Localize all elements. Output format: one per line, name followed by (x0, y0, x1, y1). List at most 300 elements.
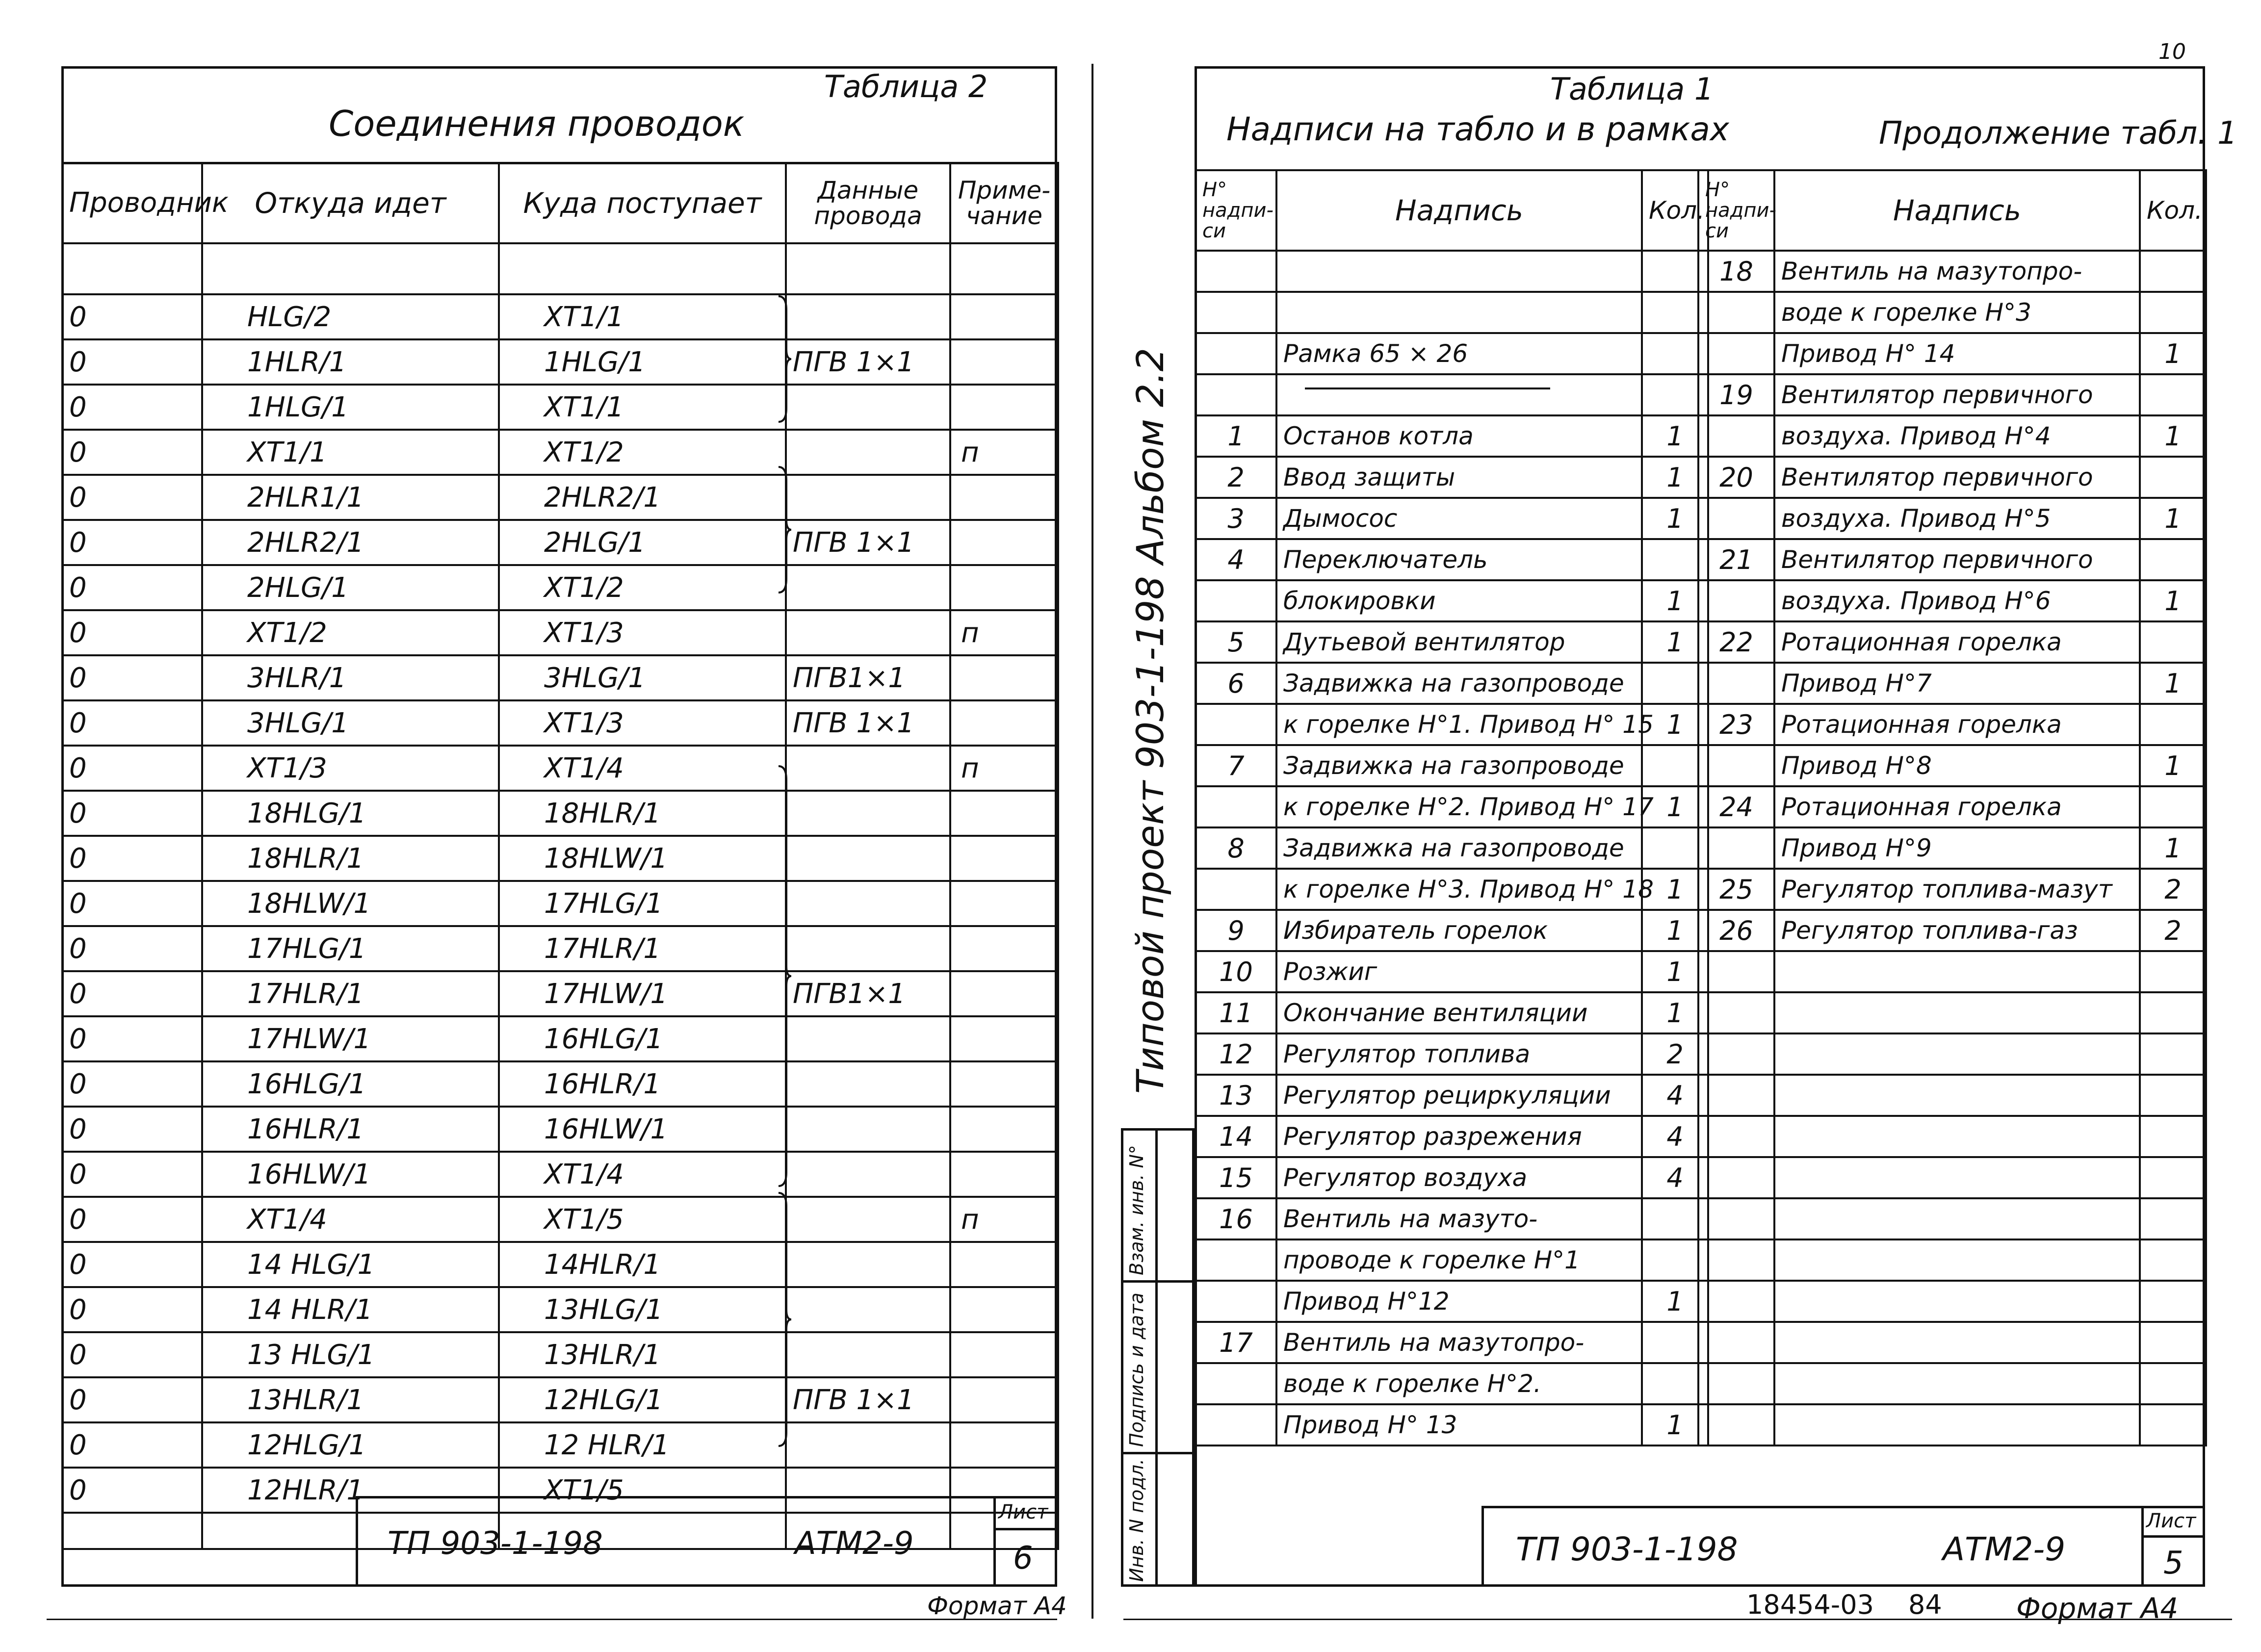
right-format: Формат А4 (2016, 1592, 2179, 1625)
cell-to: XT1/1 (499, 294, 786, 339)
side-field-line-2 (1121, 1452, 1195, 1454)
list-item (1698, 1116, 2206, 1157)
brace-1 (778, 295, 792, 423)
table-row (62, 1152, 1058, 1197)
cell-label-qty (2140, 1239, 2206, 1281)
cell-label-qty (2140, 457, 2206, 498)
cell-wire-data (786, 1152, 950, 1197)
table-row (62, 1107, 1058, 1152)
cell-note (950, 565, 1058, 610)
right-sheet-number: 5 (2163, 1545, 2183, 1581)
list-item (1698, 1404, 2206, 1446)
cell-note (950, 1016, 1058, 1061)
cell-label-no (1195, 251, 1276, 292)
cell-conductor: 0 (62, 520, 202, 565)
right-page-number: 84 (1908, 1589, 1942, 1620)
cell-label-text: Вентиль на мазутопро- (1276, 1322, 1642, 1363)
cell-wire-data (786, 385, 950, 430)
cell-label-no (1195, 869, 1276, 910)
cell-label-qty (2140, 1198, 2206, 1239)
cell-label-qty (2140, 951, 2206, 992)
cell-label-no: 12 (1195, 1033, 1276, 1075)
side-field-signature: Подпись и дата (1126, 1292, 1147, 1447)
cell-label-qty: 1 (1642, 498, 1708, 539)
list-item (1195, 374, 1708, 415)
cell-label-text: к горелке Н°2. Привод Н° 17 (1276, 786, 1642, 827)
cell-label-no (1698, 580, 1774, 621)
list-item (1698, 1033, 2206, 1075)
cell-wire-data: ПГВ 1×1 (786, 1377, 950, 1422)
cell-label-text: Вентилятор первичного (1774, 374, 2140, 415)
cell-label-no (1698, 1239, 1774, 1281)
cell-label-no: 13 (1195, 1075, 1276, 1116)
cell-label-qty: 4 (1642, 1157, 1708, 1198)
left-sheet-divider (993, 1496, 996, 1587)
cell-label-text: Задвижка на газопроводе (1276, 745, 1642, 786)
cell-wire-data (786, 881, 950, 926)
right-table-label: Таблица 1 (1550, 71, 1714, 107)
cell-wire-data (786, 746, 950, 791)
list-item (1195, 621, 1708, 663)
list-item (1698, 704, 2206, 745)
cell-note: п (950, 746, 1058, 791)
cell-conductor: 0 (62, 1468, 202, 1513)
side-fields-split (1155, 1128, 1158, 1587)
cell-label-no: 9 (1195, 910, 1276, 951)
cell-label-text: Регулятор топлива-мазут (1774, 869, 2140, 910)
cell-conductor (62, 1513, 202, 1549)
cell-note (950, 791, 1058, 836)
cell-wire-data: ПГВ 1×1 (786, 520, 950, 565)
cell-to: 12 HLR/1 (499, 1422, 786, 1468)
cell-note (950, 926, 1058, 971)
cell-label-text: воздуха. Привод Н°6 (1774, 580, 2140, 621)
cell-conductor: 0 (62, 746, 202, 791)
cell-label-no (1195, 1281, 1276, 1322)
cell-wire-data (786, 926, 950, 971)
list-item (1195, 1033, 1708, 1075)
table-row (62, 294, 1058, 339)
cell-to: XT1/3 (499, 610, 786, 655)
cell-from: 14 HLR/1 (202, 1287, 499, 1332)
cell-label-text: к горелке Н°3. Привод Н° 18 (1276, 869, 1642, 910)
cell-label-no (1698, 1033, 1774, 1075)
list-item (1698, 1322, 2206, 1363)
cell-label-qty: 1 (2140, 498, 2206, 539)
list-item (1698, 1198, 2206, 1239)
table-row (62, 1377, 1058, 1422)
cell-label-text: Регулятор топлива (1276, 1033, 1642, 1075)
table-row (62, 881, 1058, 926)
cell-label-text (1774, 1322, 2140, 1363)
cell-to: XT1/5 (499, 1468, 786, 1513)
cell-label-no (1698, 1322, 1774, 1363)
cell-label-no (1698, 415, 1774, 457)
table-row (62, 1016, 1058, 1061)
cell-label-qty (2140, 704, 2206, 745)
list-item (1195, 415, 1708, 457)
list-item (1698, 663, 2206, 704)
cell-from: XT1/3 (202, 746, 499, 791)
table-row (62, 520, 1058, 565)
cell-to: 18HLR/1 (499, 791, 786, 836)
cell-to: XT1/5 (499, 1197, 786, 1242)
right-continuation: Продолжение табл. 1 (1879, 115, 2237, 152)
list-item (1698, 1281, 2206, 1322)
cell-from: 1HLG/1 (202, 385, 499, 430)
cell-label-qty (2140, 539, 2206, 580)
cell-label-no: 7 (1195, 745, 1276, 786)
cell-wire-data (786, 836, 950, 881)
cell-conductor: 0 (62, 1377, 202, 1422)
cell-wire-data (786, 1016, 950, 1061)
cell-from: 16HLR/1 (202, 1107, 499, 1152)
list-item (1195, 1363, 1708, 1404)
right-stamp-doc: АТМ2-9 (1943, 1530, 2066, 1568)
cell-label-qty: 1 (1642, 786, 1708, 827)
cell-note: п (950, 610, 1058, 655)
list-item (1195, 1075, 1708, 1116)
cell-label-no: 15 (1195, 1157, 1276, 1198)
cell-wire-data (786, 1422, 950, 1468)
labels-table-part-2 (1697, 169, 2207, 1446)
left-format: Формат А4 (927, 1592, 1067, 1620)
cell-from: XT1/1 (202, 430, 499, 475)
right-sheet-label: Лист (2146, 1510, 2196, 1532)
list-item (1698, 415, 2206, 457)
cell-label-qty (2140, 621, 2206, 663)
cell-from: 1HLR/1 (202, 339, 499, 385)
cell-conductor: 0 (62, 700, 202, 746)
album-label: Типовой проект 903-1-198 Альбом 2.2 (1128, 348, 1172, 1094)
left-stamp-code: ТП 903-1-198 (388, 1525, 603, 1562)
cell-to: XT1/2 (499, 565, 786, 610)
cell-wire-data (786, 294, 950, 339)
cell-label-qty: 1 (2140, 663, 2206, 704)
brace-4 (778, 1192, 792, 1447)
cell-label-text: Переключатель (1276, 539, 1642, 580)
cell-to: XT1/2 (499, 430, 786, 475)
cell-label-no: 16 (1195, 1198, 1276, 1239)
cell-label-text: Вентиль на мазуто- (1276, 1198, 1642, 1239)
cell-label-text: Привод Н°12 (1276, 1281, 1642, 1322)
cell-to: XT1/1 (499, 385, 786, 430)
cell-to: 16HLR/1 (499, 1061, 786, 1107)
cell-label-text (1774, 1363, 2140, 1404)
cell-label-text: Регулятор воздуха (1276, 1157, 1642, 1198)
cell-conductor: 0 (62, 430, 202, 475)
cell-conductor: 0 (62, 1152, 202, 1197)
cell-label-text (1774, 1075, 2140, 1116)
cell-label-no (1698, 498, 1774, 539)
cell-label-text: Регулятор рециркуляции (1276, 1075, 1642, 1116)
cell-label-no: 2 (1195, 457, 1276, 498)
cell-label-text: Регулятор разрежения (1276, 1116, 1642, 1157)
cell-from: 18HLG/1 (202, 791, 499, 836)
cell-conductor: 0 (62, 836, 202, 881)
cell-from (202, 243, 499, 294)
cell-label-no (1698, 663, 1774, 704)
cell-label-qty (2140, 1116, 2206, 1157)
cell-label-no: 18 (1698, 251, 1774, 292)
list-item (1698, 498, 2206, 539)
cell-label-no: 1 (1195, 415, 1276, 457)
cell-label-text: Ротационная горелка (1774, 621, 2140, 663)
list-item (1698, 951, 2206, 992)
cell-label-text: Розжиг (1276, 951, 1642, 992)
cell-label-qty (2140, 374, 2206, 415)
cell-label-no: 17 (1195, 1322, 1276, 1363)
cell-wire-data (786, 1197, 950, 1242)
cell-to: XT1/4 (499, 1152, 786, 1197)
col-note: Приме-чание (950, 163, 1058, 243)
cell-label-text: Рамка 65 × 26 (1276, 333, 1642, 374)
cell-note (950, 1332, 1058, 1377)
list-item (1195, 333, 1708, 374)
cell-note (950, 655, 1058, 700)
list-item (1698, 292, 2206, 333)
col-label-qty: Кол. (1642, 170, 1708, 251)
cell-label-no: 6 (1195, 663, 1276, 704)
cell-to: 13HLR/1 (499, 1332, 786, 1377)
cell-label-text: Привод Н°8 (1774, 745, 2140, 786)
cell-label-no (1195, 1404, 1276, 1446)
col-to: Куда поступает (499, 163, 786, 243)
cell-label-no (1195, 1239, 1276, 1281)
cell-label-qty (2140, 1363, 2206, 1404)
left-bottom-rule (47, 1619, 1057, 1620)
list-item (1195, 1239, 1708, 1281)
cell-label-text (1774, 1116, 2140, 1157)
cell-conductor: 0 (62, 1016, 202, 1061)
cell-conductor (62, 243, 202, 294)
cell-conductor: 0 (62, 971, 202, 1016)
cell-label-text: воздуха. Привод Н°4 (1774, 415, 2140, 457)
cell-note (950, 385, 1058, 430)
list-item (1195, 292, 1708, 333)
cell-label-qty (2140, 1281, 2206, 1322)
cell-wire-data (786, 1242, 950, 1287)
cell-note: п (950, 1197, 1058, 1242)
cell-to: 2HLG/1 (499, 520, 786, 565)
cell-wire-data: ПГВ 1×1 (786, 339, 950, 385)
cell-note (950, 1242, 1058, 1287)
brace-2 (778, 466, 792, 594)
list-item (1195, 704, 1708, 745)
cell-label-qty: 1 (1642, 415, 1708, 457)
cell-label-no (1698, 1075, 1774, 1116)
right-stamp-code: ТП 903-1-198 (1516, 1530, 1738, 1568)
cell-note (950, 700, 1058, 746)
table-row (62, 971, 1058, 1016)
cell-conductor: 0 (62, 1287, 202, 1332)
table-row (62, 565, 1058, 610)
table-row (62, 475, 1058, 520)
list-item (1698, 539, 2206, 580)
cell-wire-data (786, 791, 950, 836)
left-title: Соединения проводок (329, 103, 745, 144)
cell-note (950, 1061, 1058, 1107)
cell-label-text: воде к горелке Н°2. (1276, 1363, 1642, 1404)
cell-label-qty: 1 (1642, 1281, 1708, 1322)
cell-label-text: Вентилятор первичного (1774, 457, 2140, 498)
cell-label-qty: 4 (1642, 1075, 1708, 1116)
table-row (62, 339, 1058, 385)
cell-label-no (1698, 292, 1774, 333)
cell-to: 17HLW/1 (499, 971, 786, 1016)
cell-note (950, 1287, 1058, 1332)
cell-from: 12HLR/1 (202, 1468, 499, 1513)
cell-label-no: 10 (1195, 951, 1276, 992)
left-sheet-label: Лист (998, 1501, 1048, 1523)
table-row (62, 243, 1058, 294)
cell-label-text: воздуха. Привод Н°5 (1774, 498, 2140, 539)
cell-label-qty (2140, 786, 2206, 827)
left-table-label: Таблица 2 (824, 69, 988, 104)
list-item (1195, 251, 1708, 292)
cell-label-qty: 2 (1642, 1033, 1708, 1075)
cell-to: 13HLG/1 (499, 1287, 786, 1332)
list-item (1698, 910, 2206, 951)
cell-label-no: 11 (1195, 992, 1276, 1033)
table-row (62, 1061, 1058, 1107)
cell-label-qty (2140, 1075, 2206, 1116)
cell-label-qty: 1 (1642, 580, 1708, 621)
right-inv-number: 18454-03 (1746, 1589, 1874, 1620)
cell-label-text: Регулятор топлива-газ (1774, 910, 2140, 951)
right-mark: 10 (2158, 39, 2186, 64)
table-row (62, 1197, 1058, 1242)
cell-label-no (1698, 1363, 1774, 1404)
cell-to: 14HLR/1 (499, 1242, 786, 1287)
col-from: Откуда идет (202, 163, 499, 243)
cell-label-text: блокировки (1276, 580, 1642, 621)
list-item (1195, 1281, 1708, 1322)
cell-label-no: 5 (1195, 621, 1276, 663)
list-item (1698, 827, 2206, 869)
list-item (1698, 1157, 2206, 1198)
cell-conductor: 0 (62, 475, 202, 520)
cell-label-no: 3 (1195, 498, 1276, 539)
cell-label-qty: 2 (2140, 869, 2206, 910)
list-item (1195, 992, 1708, 1033)
cell-label-qty (2140, 292, 2206, 333)
cell-conductor: 0 (62, 881, 202, 926)
list-item (1195, 580, 1708, 621)
right-bottom-rule (1123, 1619, 2232, 1620)
table-row (62, 791, 1058, 836)
cell-label-no (1195, 374, 1276, 415)
cell-conductor: 0 (62, 610, 202, 655)
cell-from: 2HLR2/1 (202, 520, 499, 565)
cell-conductor: 0 (62, 1332, 202, 1377)
cell-label-text: Задвижка на газопроводе (1276, 663, 1642, 704)
cell-from: 18HLW/1 (202, 881, 499, 926)
cell-from: XT1/4 (202, 1197, 499, 1242)
cell-note (950, 1152, 1058, 1197)
cell-label-qty: 1 (1642, 1404, 1708, 1446)
cell-wire-data: ПГВ1×1 (786, 655, 950, 700)
cell-to: 17HLR/1 (499, 926, 786, 971)
list-item (1195, 663, 1708, 704)
cell-label-no (1195, 1363, 1276, 1404)
list-item (1195, 786, 1708, 827)
cell-label-qty: 1 (2140, 745, 2206, 786)
cell-from: 17HLR/1 (202, 971, 499, 1016)
list-item (1698, 374, 2206, 415)
left-sheet-label-divider (993, 1528, 1057, 1530)
cell-label-no (1698, 1281, 1774, 1322)
cell-label-text (1774, 992, 2140, 1033)
cell-wire-data (786, 1332, 950, 1377)
list-item (1195, 869, 1708, 910)
cell-label-qty: 1 (2140, 580, 2206, 621)
cell-from: 2HLR1/1 (202, 475, 499, 520)
cell-label-qty (2140, 1157, 2206, 1198)
cell-conductor: 0 (62, 294, 202, 339)
cell-label-qty: 1 (1642, 704, 1708, 745)
cell-label-no (1698, 827, 1774, 869)
cell-label-no (1195, 333, 1276, 374)
cell-label-qty: 1 (2140, 415, 2206, 457)
cell-label-qty: 1 (2140, 333, 2206, 374)
list-item (1698, 1239, 2206, 1281)
cell-label-no: 20 (1698, 457, 1774, 498)
table-row (62, 926, 1058, 971)
cell-label-no: 8 (1195, 827, 1276, 869)
list-item (1195, 1404, 1708, 1446)
cell-from: 3HLG/1 (202, 700, 499, 746)
cell-conductor: 0 (62, 655, 202, 700)
cell-label-text: Привод Н° 13 (1276, 1404, 1642, 1446)
cell-label-qty: 2 (2140, 910, 2206, 951)
cell-label-text (1774, 951, 2140, 992)
table-row (62, 1287, 1058, 1332)
cell-label-text (1774, 1033, 2140, 1075)
cell-label-text: проводе к горелке Н°1 (1276, 1239, 1642, 1281)
col-wire-data: Данные провода (786, 163, 950, 243)
cell-label-text: Ротационная горелка (1774, 704, 2140, 745)
table-row (62, 385, 1058, 430)
cell-label-text (1774, 1239, 2140, 1281)
cell-from: 3HLR/1 (202, 655, 499, 700)
cell-wire-data: ПГВ1×1 (786, 971, 950, 1016)
cell-from: 2HLG/1 (202, 565, 499, 610)
side-field-line-1 (1121, 1280, 1195, 1283)
side-field-inv: Инв. N подл. (1126, 1458, 1147, 1582)
cell-label-no: 22 (1698, 621, 1774, 663)
cell-label-qty (2140, 1404, 2206, 1446)
cell-note (950, 1107, 1058, 1152)
cell-from: 13 HLG/1 (202, 1332, 499, 1377)
cell-label-text (1774, 1281, 2140, 1322)
cell-note (950, 475, 1058, 520)
cell-conductor: 0 (62, 926, 202, 971)
cell-to: 16HLW/1 (499, 1107, 786, 1152)
cell-label-no: 4 (1195, 539, 1276, 580)
list-item (1698, 580, 2206, 621)
cell-conductor: 0 (62, 339, 202, 385)
list-item (1698, 333, 2206, 374)
cell-label-qty: 1 (1642, 457, 1708, 498)
right-sheet-divider (2141, 1506, 2144, 1587)
cell-label-no: 26 (1698, 910, 1774, 951)
cell-to: XT1/3 (499, 700, 786, 746)
cell-label-qty: 1 (1642, 869, 1708, 910)
cell-note (950, 836, 1058, 881)
list-item (1195, 910, 1708, 951)
table-row (62, 1332, 1058, 1377)
